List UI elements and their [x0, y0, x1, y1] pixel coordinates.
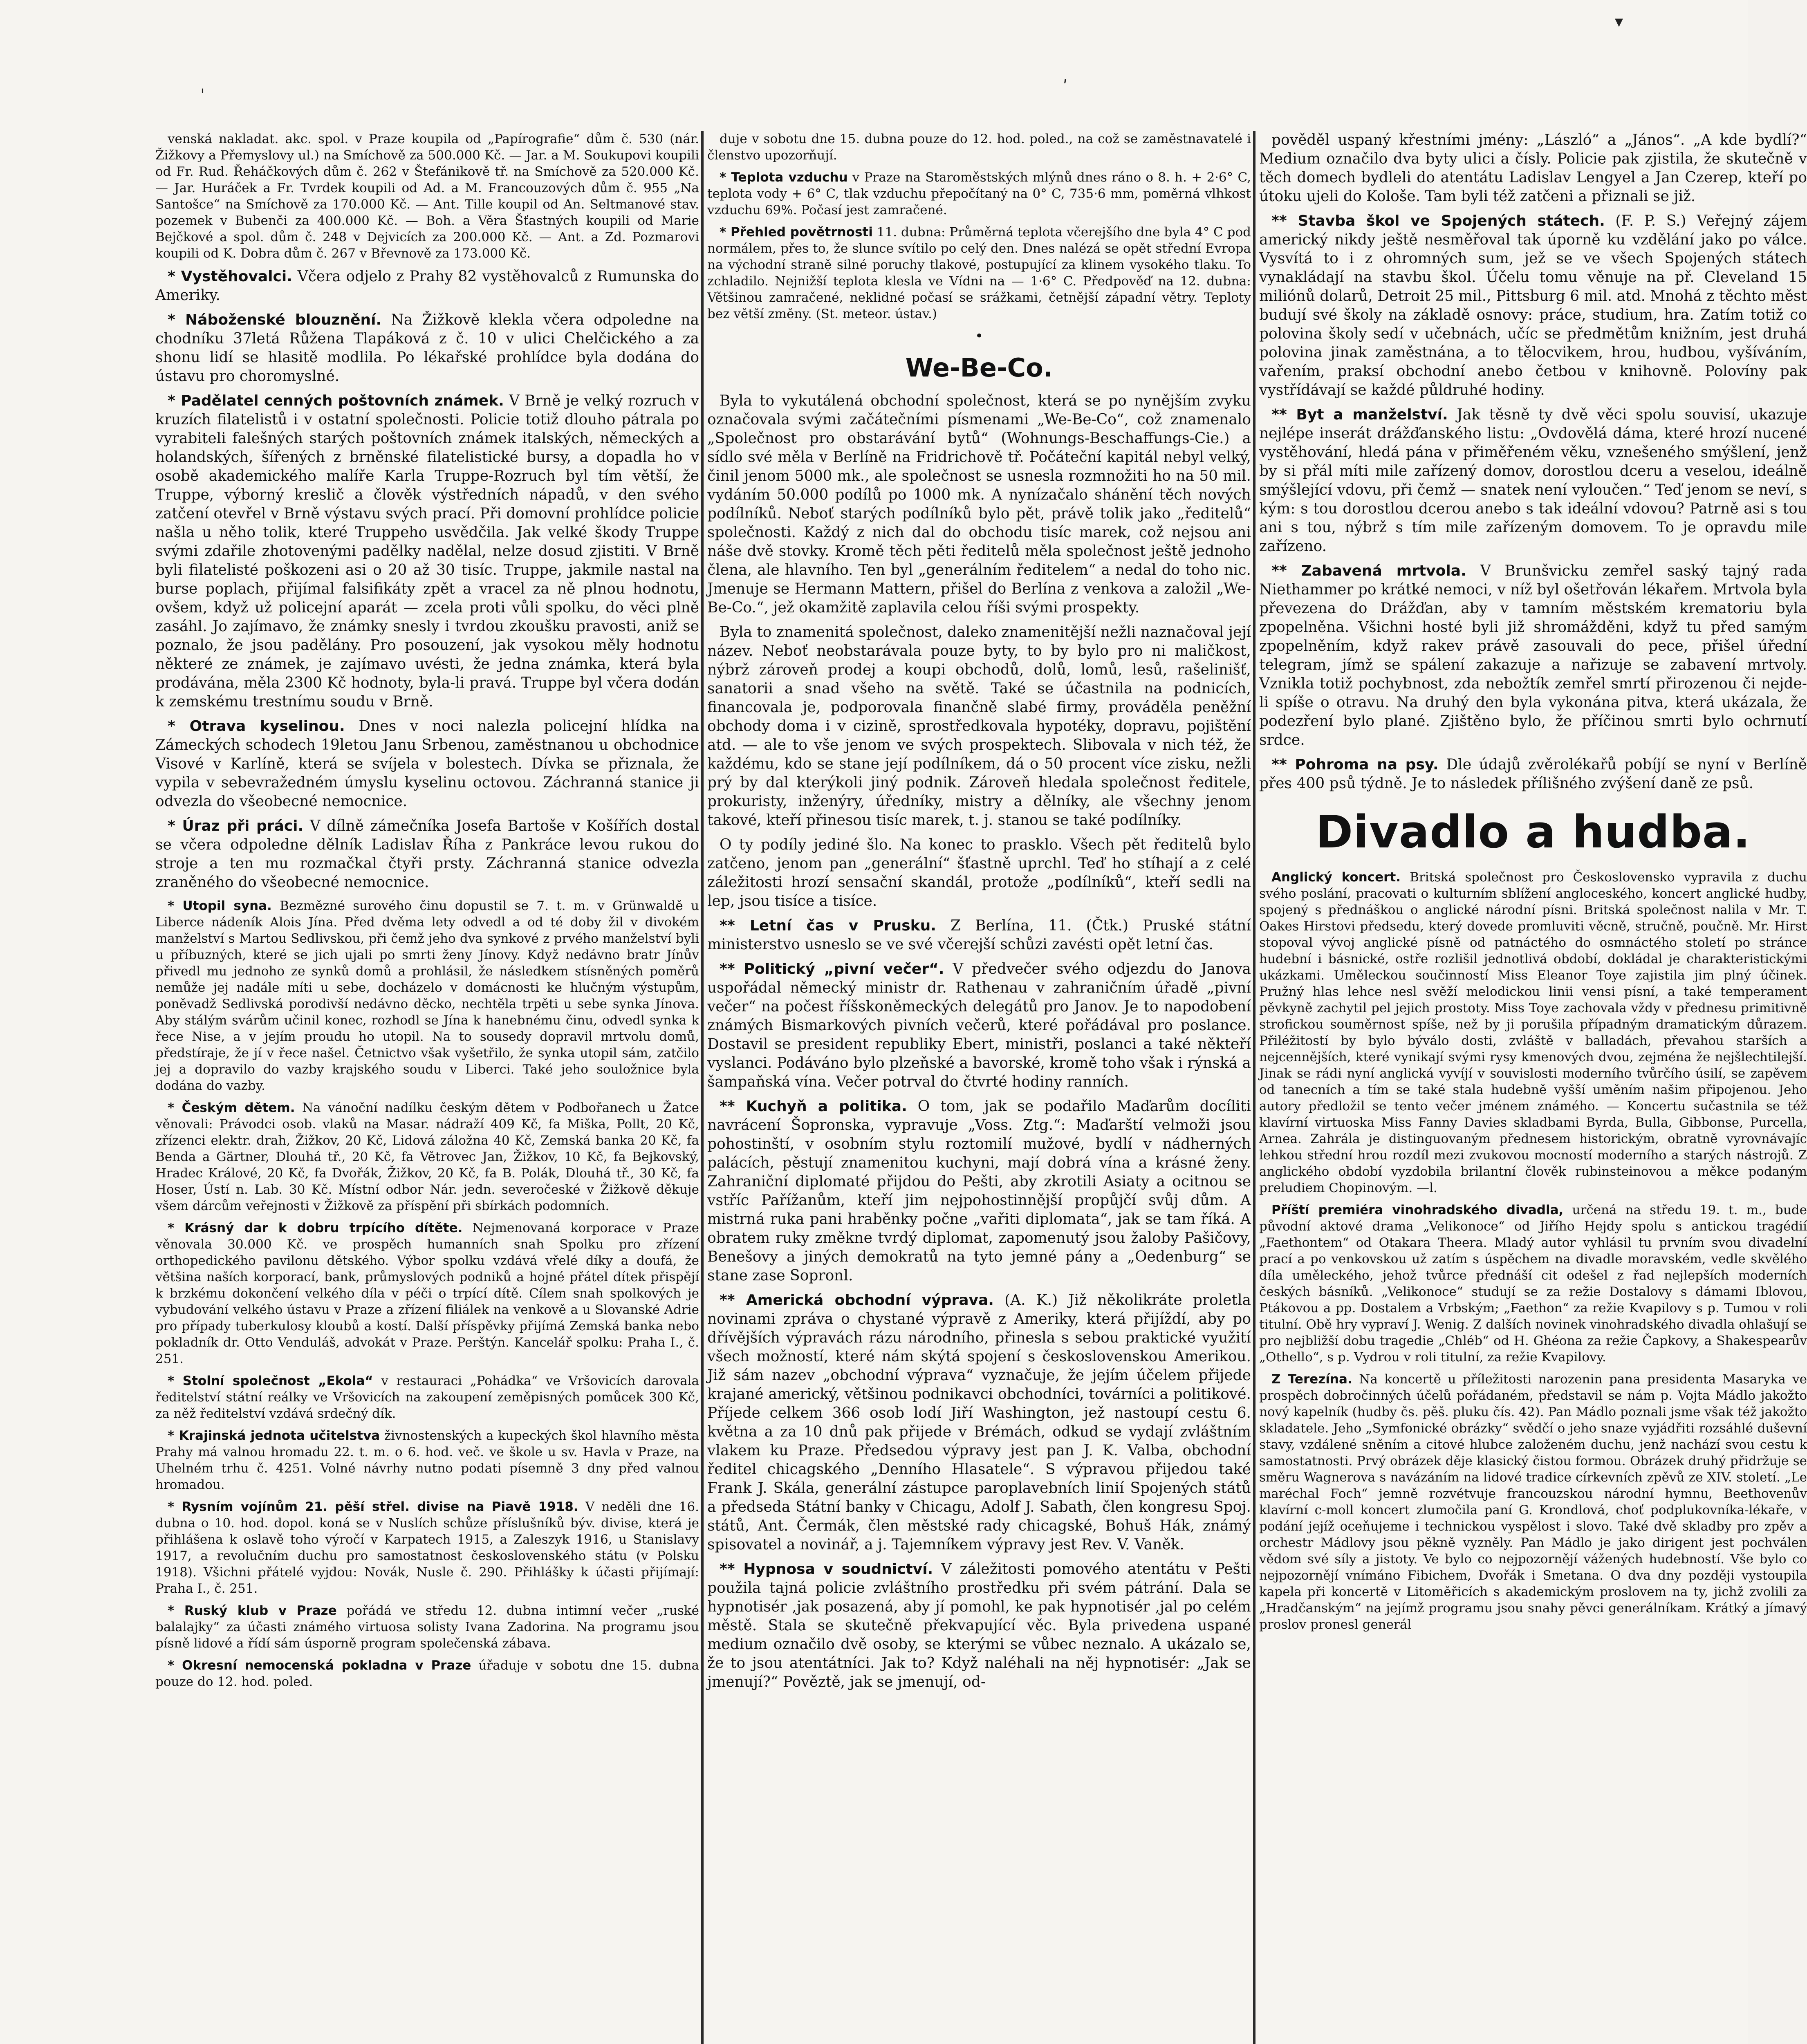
news-item-text: Jak těsně ty dvě věci spolu souvisí, ukazuje nejlépe inserát drážďanského listu: „Ovdovělá dáma, které hrozí nucené vystěhování, hledá pána v přiměřeném věku, vznešeného smýšlení, jenž by si přál míti mile zařízený domov, dorostlou dceru a veselou, ideálně smýšlející vdovu, při čemž — snatek není vyloučen.“ Teď jenom se neví, s kým: s tou dorostlou dcerou anebo s tak ideální vdovou? Patrně asi s tou ani s tou, nýbrž s tím mile zařízeným domovem. To je opravdu mile zařízeno. [1259, 406, 1807, 555]
news-item-headline: ** Zabavená mrtvola. [1271, 563, 1466, 579]
news-item [707, 1097, 1251, 1285]
news-item-body [707, 960, 1251, 1091]
news-item-text: Byla to znamenitá společnost, daleko znamenitější nežli naznačoval její název. Neboť neobstarávala pouze byty, to by bylo pro ni maličkost, nýbrž zároveň prodej a koupi obchodů, dolů, lomů, lesů, rašelinišť, sanatorii a snad všeho na světě. Také se účastnila na podnicích, financovala je, podporovala finančně slabé firmy, prováděla peněžní obchody doma i v cizině, sprostředkovala hypotéky, dopravu, pojištění atd. — ale to vše jenom ve svých prospektech. Slibovala v nich též, že každému, kdo se stane její podílníkem, dá o 50 procent více zisku, nežli prý by dal kterýkoli jiný podnik. Zároveň hledala společnost ředitele, prokuristy, inženýry, úředníky, mistry a dělníky, ale všechny jenom takové, kteří přinesou tisíc marek, t. j. stanou se také podílníky. [707, 624, 1251, 829]
news-item-headline: * Utopil syna. [168, 899, 272, 913]
news-item [1259, 406, 1807, 556]
news-item [155, 1428, 699, 1493]
news-item-text: V Brně je velký rozruch v kruzích filatelistů i v ostatní společnosti. Policie totiž dlouho pátrala po vyrabiteli falešných starých poštovních známek italských, německých a holandských, šířených z brněnské filatelistické bursy, a dopadla ho v osobě akademického malíře Karla Truppe-Rozruch byl tím větší, že Truppe, výborný kreslič a člověk výstředních nápadů, v den svého zatčení otevřel v Brně výstavu svých prací. Při domovní prohlídce policie našla u něho tolik, které Truppeho usvědčila. Jak velké škody Truppe svými zdařile zhotovenými padělky nadělal, nelze dosud zjistiti. V Brně byli filatelisté poškozeni asi o 20 až 30 tisíc. Truppe, jakmile nastal na burse poplach, přijímal falsifikáty zpět a vracel za ně plnou hodnotu, ovšem, když už policejní aparát — zcela proti vůli spolku, do věci plně zasáhl. Jo zajímavo, že známky snesly i tvrdou zkoušku pravosti, aniž se poznalo, že jsou padělány. Pro posouzení, jak vysokou měly hodnotu některé ze známek, je zajímavo uvésti, že jedna známka, která byla prodávána, měla 2300 Kč hodnoty, byla-li pravá. Truppe byl včera dodán k zemskému trestnímu soudu v Brně. [155, 392, 699, 710]
news-item [155, 817, 699, 892]
news-item-body [1259, 1202, 1807, 1365]
news-item-body [707, 169, 1251, 218]
news-item-text: Dnes v noci nalezla policejní hlídka na Zámeckých schodech 19letou Janu Srbenou, zaměstnanou u obchodnice Visové v Karlíně, která se svíjela v bolestech. Dívka se přiznala, že vypila v sebevražedném úmyslu kyselinu octovou. Záchranná stanice ji odvezla do všeobecné nemocnice. [155, 718, 699, 810]
news-item-text: úřaduje v sobotu dne 15. dubna pouze do 12. hod. poled. [155, 1658, 699, 1689]
news-item-body [1259, 755, 1807, 793]
news-item-text: venská nakladat. akc. spol. v Praze koupila od „Papírografie“ dům č. 530 (nár. Žižkovy a Přemyslovy ul.) na Smíchově za 500.000 Kč. — Jar. a M. Soukupovi koupili od Fr. Rud. Řeháčkových dům č. 262 v Štefánikově tř. na Smíchově za 520.000 Kč. — Jar. Huráček a Fr. Tvrdek koupili od Ad. a M. Francouzových dům č. 955 „Na Santošce“ na Smíchově za 170.000 Kč. — Ant. Tille koupil od An. Seltmanové stav. pozemek v Bubenči za 400.000 Kč. — Boh. a Věra Šťastných koupili od Marie Bejčkové a spol. dům č. 248 v Dejvicích za 200.000 Kč. — Ant. a Zd. Pozmarovi koupili od K. Dobra dům č. 267 v Břevnově za 173.000 Kč. [155, 132, 699, 261]
news-item-body [1259, 212, 1807, 400]
news-item-body [155, 1602, 699, 1652]
news-item [155, 1499, 699, 1597]
news-item [155, 1602, 699, 1652]
news-item-body [1259, 562, 1807, 750]
news-item-headline: * Krásný dar k dobru trpícího dítěte. [168, 1221, 463, 1235]
news-item [155, 267, 699, 305]
news-item [155, 311, 699, 386]
news-item-text: pořádá ve středu 12. dubna intimní večer „ruské balalajky“ za účasti známého virtuosa solisty Ivana Zadorina. Na programu jsou písně lidové a řídí sám úsporně program společenská zábava. [155, 1603, 699, 1651]
news-item [1259, 562, 1807, 750]
news-item [155, 1220, 699, 1367]
column-1 [155, 131, 699, 2044]
news-item [155, 392, 699, 711]
news-item-text: Dle údajů zvěrolékařů pobíjí se nyní v Berlíně přes 400 psů týdně. Je to následek přílišného zvýšení daně ze psů. [1259, 756, 1807, 792]
news-item-body [707, 1291, 1251, 1554]
news-item-text: (A. K.) Již několikráte proletla novinami zpráva o chystané výpravě z Ameriky, která přijíždí, aby po dřívějších výpravách rázu národního, přinesla s sebou praktické využití všech možností, které nám skýtá spojení s československou Amerikou. Již sám nazev „obchodní výprava“ vyznačuje, že jejím účelem přijede krajané americký, většinou podnikavci obchodníci, továrníci a politikové. Příjede celkem 366 osob lodí Jiří Washington, jež nastoupí cestu 6. května a za 10 dnů pak přijede v Brémách, odkud se vydají zvláštním vlakem ku Praze. Předsedou výpravy jest pan J. K. Valba, obchodní ředitel chicagského „Denního Hlasatele“. S výpravou přijedou také Frank J. Skála, generální zástupce paroplavebních linií Spojených států a předseda Státní banky v Chicagu, Adolf J. Sabath, člen kongresu Spoj. států, Ant. Čermák, člen městské rady chicagské, Bohuš Hák, známý spisovatel a novinář, a j. Tajemníkem výpravy jest Rev. V. Vaněk. [707, 1292, 1251, 1553]
news-item [707, 392, 1251, 617]
news-item-text: pověděl uspaný křestními jmény: „László“ a „János“. „A kde bydlí?“ Medium označilo dva byty ulici a čísly. Policie pak zjistila, že skutečně v těch domech bydleli do atentátu Ladislav Lengyel a Jan Czerep, kteří po útoku ujeli do Kološe. Tam byli též zatčeni a přiznali se již. [1259, 132, 1807, 205]
news-item-body [1259, 406, 1807, 556]
news-item-text: duje v sobotu dne 15. dubna pouze do 12. hod. poled., na což se zaměstnavatelé i členstvo upozorňují. [707, 132, 1251, 163]
news-item-headline: * Otrava kyselinou. [168, 718, 345, 735]
news-item-headline: ** Letní čas v Prusku. [720, 917, 936, 934]
news-item-body [707, 392, 1251, 617]
news-item-text: Bezmězné surového činu dopustil se 7. t. m. v Grünwaldě u Liberce nádeník Alois Jína. Před dvěma lety odvedl a od té doby žil v divokém manželství s Martou Sedlivskou, při čemž jeho dva synkové z prvého manželství byli u příbuzných, které se jich ujali po smrti ženy Jínovy. Když nedávno bratr Jínův přivedl mu jednoho ze synků domů a prohlásil, že následkem stísněných poměrů nemůže jej nadále míti u sebe, docházelo v domácnosti ke hlučným výstupům, poněvadž Sedlivská porodivší nedávno děcko, nechtěla trpěti u sebe synka Jínova. Aby stálým svárům učinil konec, rozhodl se Jína k hanebnému činu, odvedl synka k řece Nise, a v jejím proudu ho utopil. Na to sousedy dopravil mrtvolu domů, předstíraje, že jí v řece našel. Četnictvo však vyšetřilo, že synka utopil sám, zatčilo jej a dopravilo do vazby krajského soudu v Liberci. Také jeho souložnice byla dodána do vazby. [155, 899, 699, 1093]
news-item [155, 1100, 699, 1214]
column-rule [701, 131, 704, 2044]
news-item-headline: * Padělatel cenných poštovních známek. [168, 392, 504, 409]
news-item-text: Nejmenovaná korporace v Praze věnovala 30.000 Kč. ve prospěch humanních snah Spolku pro zřízení orthopedického pavilonu dětského. Výbor spolku vzdává vřelé díky a doufá, že většina naších korporací, bank, průmyslových podniků a hojné přátel dítek přispějí k brzkému dokončení velkého díla v péči o trpící dítě. Cílem snah spolkových je vybudování velkého ústavu v Praze a zřízení filiálek na venkově a u Slovanské Adrie pro případy tuberkulosy kloubů a kostí. Další příspěvky přijímá Zemská banka nebo pokladník dr. Otto Venduláš, advokát v Praze. Perštýn. Kancelář spolku: Praha I., č. 251. [155, 1221, 699, 1366]
news-item [155, 1373, 699, 1422]
news-item-headline: ** Byt a manželství. [1271, 406, 1448, 423]
news-item-body [155, 392, 699, 711]
news-item [1259, 212, 1807, 400]
news-item-body [155, 1373, 699, 1422]
news-item-text: V záležitosti pomového atentátu v Pešti použila tajná policie zvláštního prostředku při svém pátrání. Dala se hypnotisér ,jak posazená, aby jí pomohl, ke pak hypnotisér ,jal po celém městě. Stala se skutečně překvapující věc. Byla privedena uspané medium označilo dvě osoby, se kterými se vůbec neznalo. A ukázalo se, že to jsou atentátníci. Jak to? Když naléhali na něj hypnotisér: „Jak se jmenují?“ Pověztě, jak se jmenují, od- [707, 1561, 1251, 1690]
news-item-body [155, 131, 699, 262]
news-item-headline: * Krajinská jednota učitelstva [168, 1428, 380, 1443]
news-item-text: v Praze na Staroměstských mlýnů dnes ráno o 8. h. + 2·6° C, teplota vody + 6° C, tlak vzduchu přepočítaný na 0° C, 735·6 mm, poměrná vlhkost vzduchu 69%. Počasí jest zamračené. [707, 170, 1251, 217]
news-item-body [707, 1097, 1251, 1285]
news-item-text: O tom, jak se podařilo Maďarům docíliti navrácení Šopronska, vypravuje „Voss. Ztg.“: Maďarští velmoži jsou pohostinští, v osobním stylu roztomilí mužové, bydlí v nádherných palácích, pěstují znamenitou kuchyni, mají dobrá vína a krásné ženy. Zahraniční diplomaté přijdou do Pešti, aby zkrotili Asiaty a ocitnou se vstříc Pařížanům, kteří jim nejpohostinnější propůjčí svůj dům. A mistrná ruka pani hraběnky počne „vařiti diplomata“, jak se tam říká. A obratem ruky změkne tvrdý diplomat, zapomenutý jsou žaloby Pašičovy, Benešovy a jiných demokratů na tyto jemné pány a „Oedenburg“ se stane zase Sopronl. [707, 1098, 1251, 1284]
news-item-text: O ty podíly jediné šlo. Na konec to prasklo. Všech pět ředitelů bylo zatčeno, jenom pan „generální“ šťastně uprchl. Teď ho stíhají a z celé záležitosti hrozí sensační skandál, protože „podílníků“, kteří sedli na lep, jsou tisíce a tisíce. [707, 836, 1251, 910]
news-item-body [155, 1499, 699, 1597]
news-item-body [155, 1100, 699, 1214]
news-item-body [1259, 869, 1807, 1196]
news-item [707, 1291, 1251, 1554]
news-item [155, 131, 699, 262]
news-item-text: Z Berlína, 11. (Čtk.) Pruské státní ministerstvo usneslo se ve své včerejší schůzi zavésti opět letní čas. [707, 917, 1251, 953]
news-item-text: V neděli dne 16. dubna o 10. hod. dopol. koná se v Nuslích schůze příslušníků býv. divise, která je přihlášena k oslavě toho výročí v Karpatech 1915, a Zaleszyk 1916, u Stanislavy 1917, a revolučním duchu pro samostatnost československého státu (v Polsku 1918). Všichni přátelé vyjdou: Novák, Nusle č. 290. Přihlášky k účasti přijímají: Praha I., č. 251. [155, 1499, 699, 1596]
news-item [707, 1560, 1251, 1692]
news-item [707, 169, 1251, 218]
article-title: We-Be-Co. [905, 353, 1053, 383]
news-item-text: Na Žižkově klekla včera odpoledne na chodníku 37letá Růžena Tlapáková z č. 10 v ulici Chelčického a za shonu lidí se hlasitě modlila. Po lékařské prohlídce byla dodána do ústavu pro choromyslné. [155, 312, 699, 385]
news-item-headline: Anglický koncert. [1271, 870, 1401, 885]
column-rule [1253, 131, 1255, 2044]
section-ornament: • [975, 328, 984, 344]
news-item-headline: * Náboženské blouznění. [168, 312, 382, 328]
news-item [155, 1657, 699, 1690]
news-item [707, 917, 1251, 954]
news-item-headline: * Vystěhovalci. [168, 268, 292, 285]
column-3 [1259, 131, 1807, 2044]
news-item-text: V Brunšvicku zemřel saský tajný rada Niethammer po krátké nemoci, v níž byl ošetřován lékařem. Mrtvola byla převezena do Drážďan, aby v tamním městském krematoriu byla zpopelněna. Všichni hosté byli již shromážděni, když tu před samým zpopelněním, když rakev právě zasouvali do pece, přišel úřední telegram, jímž se spálení zakazuje a nařizuje se zabavení mrtvoly. Vznikla totiž pochybnost, zda nebožtík zemřel smrtí přirozenou či nejde-li spíše o otravu. Na druhý den byla vykonána pitva, která ukázala, že podezření bylo plané. Zjištěno bylo, že příčinou smrti bylo ochrnutí srdce. [1259, 563, 1807, 749]
news-item-text: určená na středu 19. t. m., bude původní aktové drama „Velikonoce“ od Jiřího Hejdy spolu s antickou tragédií „Faethontem“ od Otakara Theera. Mladý autor vyhlásil tu prvním svou divadelní prací a po venkovskou už zatím s úspěchem na divadle moravském, vedle skvělého díla uměleckého, jehož tvůrce přednáší cit odešel z řad nejlepších moderních českých básníků. „Velikonoce“ studují se za režie Dostalovy s dámami Iblovou, Ptákovou a pp. Dostalem a Vrbským; „Faethon“ za režie Kvapilovy s p. Tumou v roli titulní. Obě hry vypraví J. Wenig. Z dalších novinek vinohradského divadla ohlašují se pro nejbližší dobu tragedie „Chléb“ od H. Ghéona za režie Čapkovy, a Shakespearův „Othello“, s p. Vydrou v roli titulní, za režie Kvapilovy. [1259, 1203, 1807, 1365]
news-item-headline: Z Terezína. [1271, 1372, 1352, 1387]
news-item-text: V předvečer svého odjezdu do Janova uspořádal německý ministr dr. Rathenau v zahraničním úřadě „pivní večer“ na počest říšskoněmeckých delegátů pro Janov. Je to napodobení známých Bismarkových pivních večerů, které pořádával pro poslance. Dostavil se president republiky Ebert, ministři, poslanci a také někteří vyslanci. Podáváno bylo plzeňské a bavorské, kromě toho však i rýnská a šampaňská vína. Večer potrval do čtvrté hodiny ranních. [707, 961, 1251, 1090]
news-item-headline: * Okresní nemocenská pokladna v Praze [168, 1658, 471, 1673]
news-item-headline: ** Stavba škol ve Spojených státech. [1271, 213, 1605, 229]
news-item-headline: * Českým dětem. [168, 1100, 295, 1115]
news-item-headline: ** Politický „pivní večer“. [720, 961, 944, 977]
news-item-body [707, 836, 1251, 911]
page-mark: ▾ [1615, 12, 1623, 31]
news-item-text: (F. P. S.) Veřejný zájem americký nikdy ještě nesměřoval tak úporně ku vzdělání jako po válce. Vysvítá to i z ohromných sum, jež se ve všech Spojených státech vynakládají na stavbu škol. Účelu tomu věnuje na př. Cleveland 15 miliónů dolarů, Detroit 25 mil., Pittsburg 6 mil. atd. Mnohá z těchto měst budují své školy na základě osnovy: práce, studium, hra. Zatím totiž co polovina školy sedí v učebnách, učíc se předmětům knižním, jest druhá polovina jinak zaměstnána, a to tělocvikem, hrou, hudbou, vyšíváním, vařením, praksí obchodní anebo četbou v knihovně. Polovíny pak vystřídávají se každé půldruhé hodiny. [1259, 213, 1807, 399]
news-item [1259, 1371, 1807, 1633]
news-item-text: v restauraci „Pohádka“ ve Vršovicích darovala ředitelství státní reálky ve Vršovicích na zakoupení zeměpisných pomůcek 300 Kč, za něž ředitelství vzdává srdečný dík. [155, 1374, 699, 1421]
news-item-headline: ** Americká obchodní výprava. [720, 1292, 994, 1309]
news-item-body [155, 1428, 699, 1493]
news-item-text: Na vánoční nadílku českým dětem v Podbořanech u Žatce věnovali: Právodci osob. vlaků na Masar. nádraží 409 Kč, fa Miška, Pollt, 20 Kč, zřízenci elektr. drah, Žižkov, 20 Kč, Lidová záložna 40 Kč, Zemská banka 20 Kč, fa Benda a Gärtner, Dlouhá tř., 20 Kč, fa Větrovec Jan, Žižkov, 10 Kč, fa Bejkovský, Hradec Králové, 20 Kč, fa Dvořák, Žižkov, 20 Kč, fa B. Polák, Dlouhá tř., 30 Kč, fa Hoser, Ústí n. Lab. 30 Kč. Místní odbor Nár. jedn. severočeské v Žižkově děkuje všem dárcům veřejnosti v Žižkově za příspění při sbírkách podomních. [155, 1100, 699, 1213]
news-item-body [1259, 1371, 1807, 1633]
news-item-text: V dílně zámečníka Josefa Bartoše v Košířích dostal se včera odpoledne dělník Ladislav Říha z Pankráce levou rukou do stroje a ten mu rozmačkal čtyři prsty. Záchranná stanice odvezla zraněného do všeobecné nemocnice. [155, 818, 699, 891]
section-heading: Divadlo a hudba. [1316, 806, 1751, 858]
news-item-body [1259, 131, 1807, 206]
news-item-body [707, 623, 1251, 830]
news-item [1259, 1202, 1807, 1365]
news-item-body [155, 898, 699, 1094]
news-item-text: živnostenských a kupeckých škol hlavního města Prahy má valnou hromadu 22. t. m. o 6. hod. več. ve škole u sv. Havla v Praze, na Uhelném trhu č. 4251. Volné návrhy nutno podati písemně 3 dny před valnou hromadou. [155, 1428, 699, 1492]
news-item [707, 131, 1251, 164]
news-item-headline: ** Hypnosa v soudnictví. [720, 1561, 933, 1578]
news-item-body [707, 131, 1251, 164]
news-item-text: 11. dubna: Průměrná teplota včerejšího dne byla 4° C pod normálem, přes to, že slunce svítilo po celý den. Dnes nalézá se opět střední Evropa na východní straně silné poruchy tlakové, postupující za klinem vysokého tlaku. To zchladilo. Nejnižší teplota klesla ve Vídni na — 1·6° C. Předpověď na 12. dubna: Většinou zamračené, neklidné počasí se srážkami, četnější západní větry. Teploty bez větší změny. (St. meteor. ústav.) [707, 225, 1251, 321]
page-mark: ' [200, 86, 205, 105]
news-item-body [155, 267, 699, 305]
page-mark: ʹ [1063, 78, 1068, 96]
news-item-headline: ** Pohroma na psy. [1271, 756, 1439, 773]
news-item [155, 717, 699, 811]
news-item-text: Byla to vykutálená obchodní společnost, která se po nynějším zvyku označovala svými začátečními písmenami „We-Be-Co“, což znamenalo „Společnost pro obstarávání bytů“ (Wohnungs-Beschaffungs-Cie.) a sídlo své měla v Berlíně na Fridrichově tř. Počáteční kapitál nebyl velký, činil jenom 5000 mk., ale společnost se usnesla rozmnožiti ho na 50 mil. vydáním 50.000 podílů po 1000 mk. A nynízačalo shánění těch nových podílníků. Neboť starých podílníků bylo pět, právě tolik jako „ředitelů“ společnosti. Každý z nich dal do obchodu tisíc marek, což nejsou ani náše dvě stovky. Kromě těch pěti ředitelů měla společnost ještě jednoho člena, ale hlavního. Ten byl „generálním ředitelem“ a nedal do toho nic. Jmenuje se Hermann Mattern, přišel do Berlína z venkova a založil „We-Be-Co.“, jež okamžitě zaplavila celou říši svými prospekty. [707, 392, 1251, 616]
news-item-body [707, 224, 1251, 322]
news-item-headline: * Rysním vojínům 21. pěší střel. divise na Piavě 1918. [168, 1499, 578, 1514]
news-item-headline: * Stolní společnost „Ekola“ [168, 1374, 373, 1388]
news-item [707, 836, 1251, 911]
news-item [707, 224, 1251, 322]
news-item-body [155, 817, 699, 892]
news-item-text: Britská společnost pro Československo vypravila z duchu svého poslání, pracovati o kulturním sblížení angloceského, koncert anglické hudby, spojený s přednáškou o anglické národní písni. Britská společnost nalila v Mr. T. Oakes Hirstovi předsedu, který dovede promluviti věcně, stručně, poučně. Mr. Hirst stopoval vývoj anglické písně od patnáctého do osmnáctého století po stránce hudební i básnické, ostře rozlišil jednotlivá období, dokládal je charakteristickými ukázkami. Uměleckou součinností Miss Eleanor Toye zajistila jim plný účinek. Pružný hlas lehce nesl svěží melodickou linii vensi písní, a také temperament pěvkyně zachytil pel jejich prostoty. Miss Toye zachovala vždy v přednesu primitivně strofickou souměrnost spíše, než by ji porušila případným dramatickým důrazem. Přiléžitostí by bylo býválo dosti, zvláště v balladách, převahou starších a nejcennějších, které vynikají svými rysy kmenových dvou, zejména že nejšlechtilejší. Jinak se rádi nyní anglická vyvíjí v souvislosti moderního tvůrčího úsilí, se zapěvem od tanecních a tím se také stala hudebně vyšší uměním našim připojenou. Jeho autory předložil se tento večer jménem známého. — Koncertu sučastnila se též klavírní virtuoska Miss Fanny Davies skladbami Byrda, Bulla, Gibbonse, Purcella, Arnea. Zahrála je distinguovaným přednesem historickým, obratně vyrovnávajíc lehkou střední hrou rozdíl mezi zvukovou mocností moderního a starých nástrojů. Z anglického období vyzdobila brilantní člověk rubinsteinovou a měkce podaným preludiem Chopinovým. —l. [1259, 870, 1807, 1195]
news-item-body [155, 311, 699, 386]
news-item-body [155, 717, 699, 811]
news-item-headline: * Teplota vzduchu [720, 170, 848, 185]
news-item-body [707, 1560, 1251, 1692]
news-item-headline: Příští premiéra vinohradského divadla, [1271, 1203, 1564, 1217]
news-item [707, 623, 1251, 830]
news-item [1259, 131, 1807, 206]
news-item [155, 898, 699, 1094]
news-item [1259, 755, 1807, 793]
news-item-headline: * Přehled povětrnosti [720, 225, 873, 240]
news-item-body [707, 917, 1251, 954]
news-item [707, 960, 1251, 1091]
news-item-headline: * Úraz při práci. [168, 818, 304, 834]
news-item-body [155, 1220, 699, 1367]
news-item-headline: * Ruský klub v Praze [168, 1603, 337, 1618]
column-2 [707, 131, 1251, 2044]
news-item-headline: ** Kuchyň a politika. [720, 1098, 907, 1115]
news-item-text: Včera odjelo z Prahy 82 vystěhovalců z Rumunska do Ameriky. [155, 268, 699, 304]
news-item-text: Na koncertě u příležitosti narozenin pana presidenta Masaryka ve prospěch dobročinných účelů pořádaném, představil se nám p. Vojta Mádlo jakožto nový kapelník (hudby čs. pěš. pluku čís. 42). Pan Mádlo poznali jsme však též jakožto skladatele. Jeho „Symfonické obrázky“ svědčí o jeho snaze vyjádřiti rozsáhlé duševní stavy, vzdálené sněním a citové hlubce založeném duchu, jenž nachází svou cestu k samostatnosti. Prvý obrázek děje klasický čistou formou. Obrázek druhý přidržuje se směru Wagnerova s navázáním na lidové tradice církevních zpěvů ze XIV. století. „Le maréchal Foch“ jemně rozvétvuje francouzskou národní hymnu, Beethovenův klavírní c-moll koncert zlumočila paní G. Krondlová, choť podplukovníka-lékaře, v podání jejíž oceňujeme i technickou vyspělost i slovo. Také dvě skladby pro zpěv a orchestr Mádlovy jsou pěkně vyzněly. Pan Mádlo je jako dirigent jest pochválen vědom své síly a jistoty. Ve bylo co nejpozornějí vážených hudebností. Vše bylo co nejpozornějí vnímáno Fibichem, Dvořák i Smetana. O dva dny později vystoupila kapela při koncertě v Litoměřicích s akademickým proslovem na ty, jichž zvolili za „Hradčanským“ na jejímž programu jsou snahy pěvci generálníkam. Krátký a jímavý proslov pronesl generál [1259, 1372, 1807, 1632]
news-item-body [155, 1657, 699, 1690]
news-item [1259, 869, 1807, 1196]
